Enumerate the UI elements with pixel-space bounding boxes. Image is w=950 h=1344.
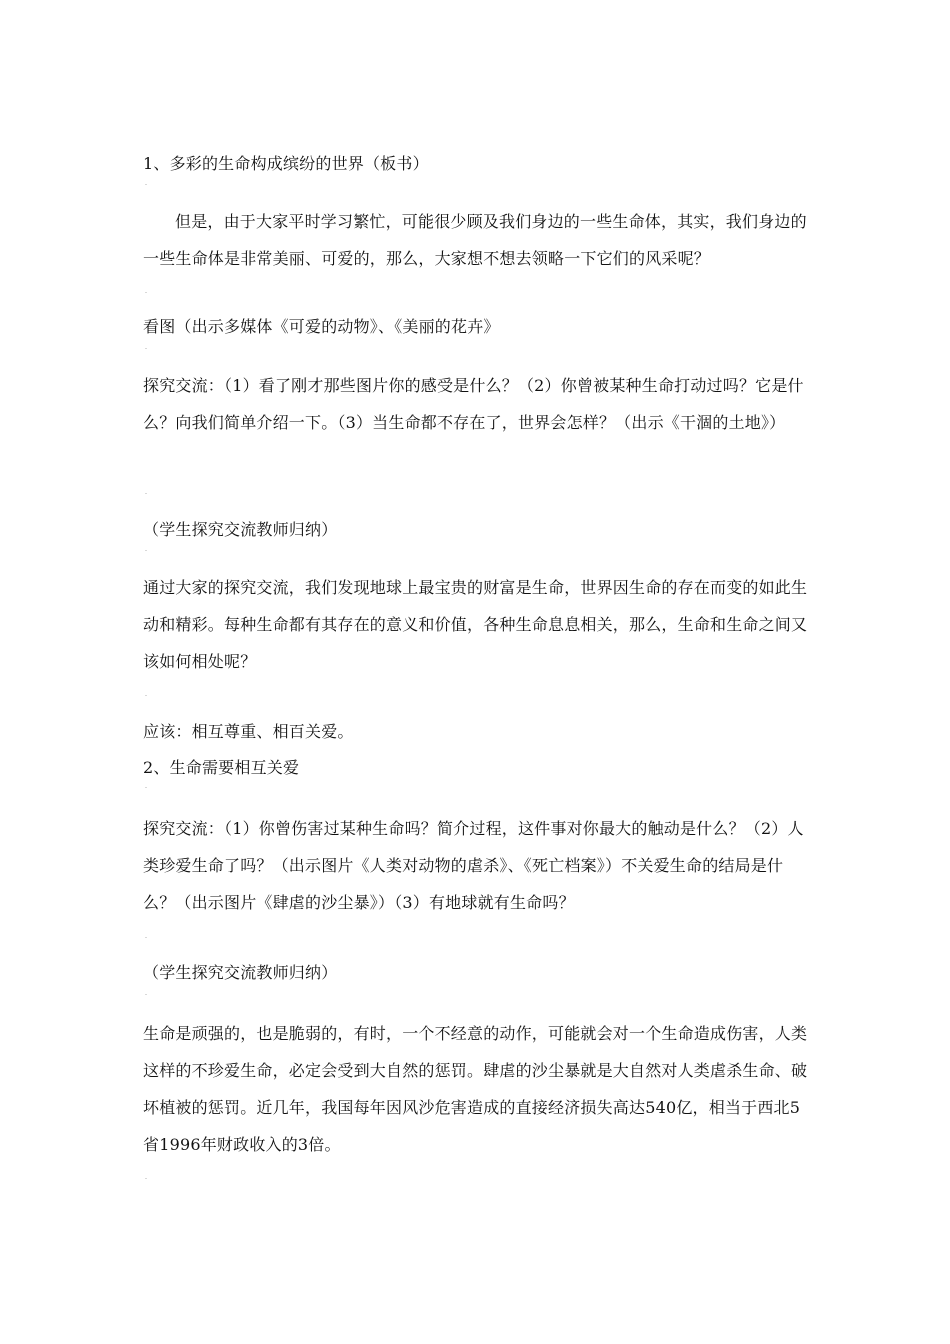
section-heading-1: 1、多彩的生命构成缤纷的世界（板书） bbox=[143, 154, 429, 173]
conclusion-paragraph-1: 通过大家的探究交流，我们发现地球上最宝贵的财富是生命，世界因生命的存在而变的如此生动和精彩。每种生命都有其存在的意义和价值，各种生命息息相关，那么，生命和生命之间又该如何相处呢？ bbox=[143, 578, 808, 671]
section-heading-2: 2、生命需要相互关爱 bbox=[143, 758, 300, 777]
paragraph-mark bbox=[145, 1178, 147, 1179]
paragraph-mark bbox=[145, 550, 147, 551]
discussion-paragraph-1: 探究交流：（1）看了刚才那些图片你的感受是什么？（2）你曾被某种生命打动过吗？它是什么？向我们简单介绍一下。（3）当生命都不存在了，世界会怎样？（出示《干涸的土地》） bbox=[143, 376, 804, 432]
answer-paragraph: 应该：相互尊重、相百关爱。 bbox=[143, 722, 354, 741]
paragraph-mark bbox=[145, 184, 147, 185]
intro-paragraph: 但是，由于大家平时学习繁忙，可能很少顾及我们身边的一些生命体，其实，我们身边的一些生命体是非常美丽、可爱的，那么，大家想不想去领略一下它们的风采呢？ bbox=[143, 212, 807, 268]
summary-note-2: （学生探究交流教师归纳） bbox=[143, 963, 338, 982]
paragraph-mark bbox=[145, 292, 147, 293]
conclusion-paragraph-2: 生命是顽强的，也是脆弱的，有时，一个不经意的动作，可能就会对一个生命造成伤害，人类这样的不珍爱生命，必定会受到大自然的惩罚。肆虐的沙尘暴就是大自然对人类虐杀生命、破坏植被的惩罚。近几年，我国每年因风沙危害造成的直接经济损失高达540亿，相当于西北5省1996年财政收入的3倍。 bbox=[143, 1024, 808, 1154]
paragraph-mark bbox=[145, 695, 147, 696]
paragraph-mark bbox=[145, 493, 147, 494]
paragraph-mark bbox=[145, 994, 147, 995]
paragraph-mark bbox=[145, 937, 147, 938]
discussion-paragraph-2: 探究交流：（1）你曾伤害过某种生命吗？简介过程，这件事对你最大的触动是什么？（2）人类珍爱生命了吗？（出示图片《人类对动物的虐杀》、《死亡档案》）不关爱生命的结局是什么？（出示图片《肆虐的沙尘暴》）（3）有地球就有生命吗？ bbox=[143, 819, 804, 912]
summary-note-1: （学生探究交流教师归纳） bbox=[143, 520, 338, 539]
paragraph-mark bbox=[145, 787, 147, 788]
paragraph-mark bbox=[145, 348, 147, 349]
view-images-paragraph: 看图（出示多媒体《可爱的动物》、《美丽的花卉》 bbox=[143, 317, 500, 336]
